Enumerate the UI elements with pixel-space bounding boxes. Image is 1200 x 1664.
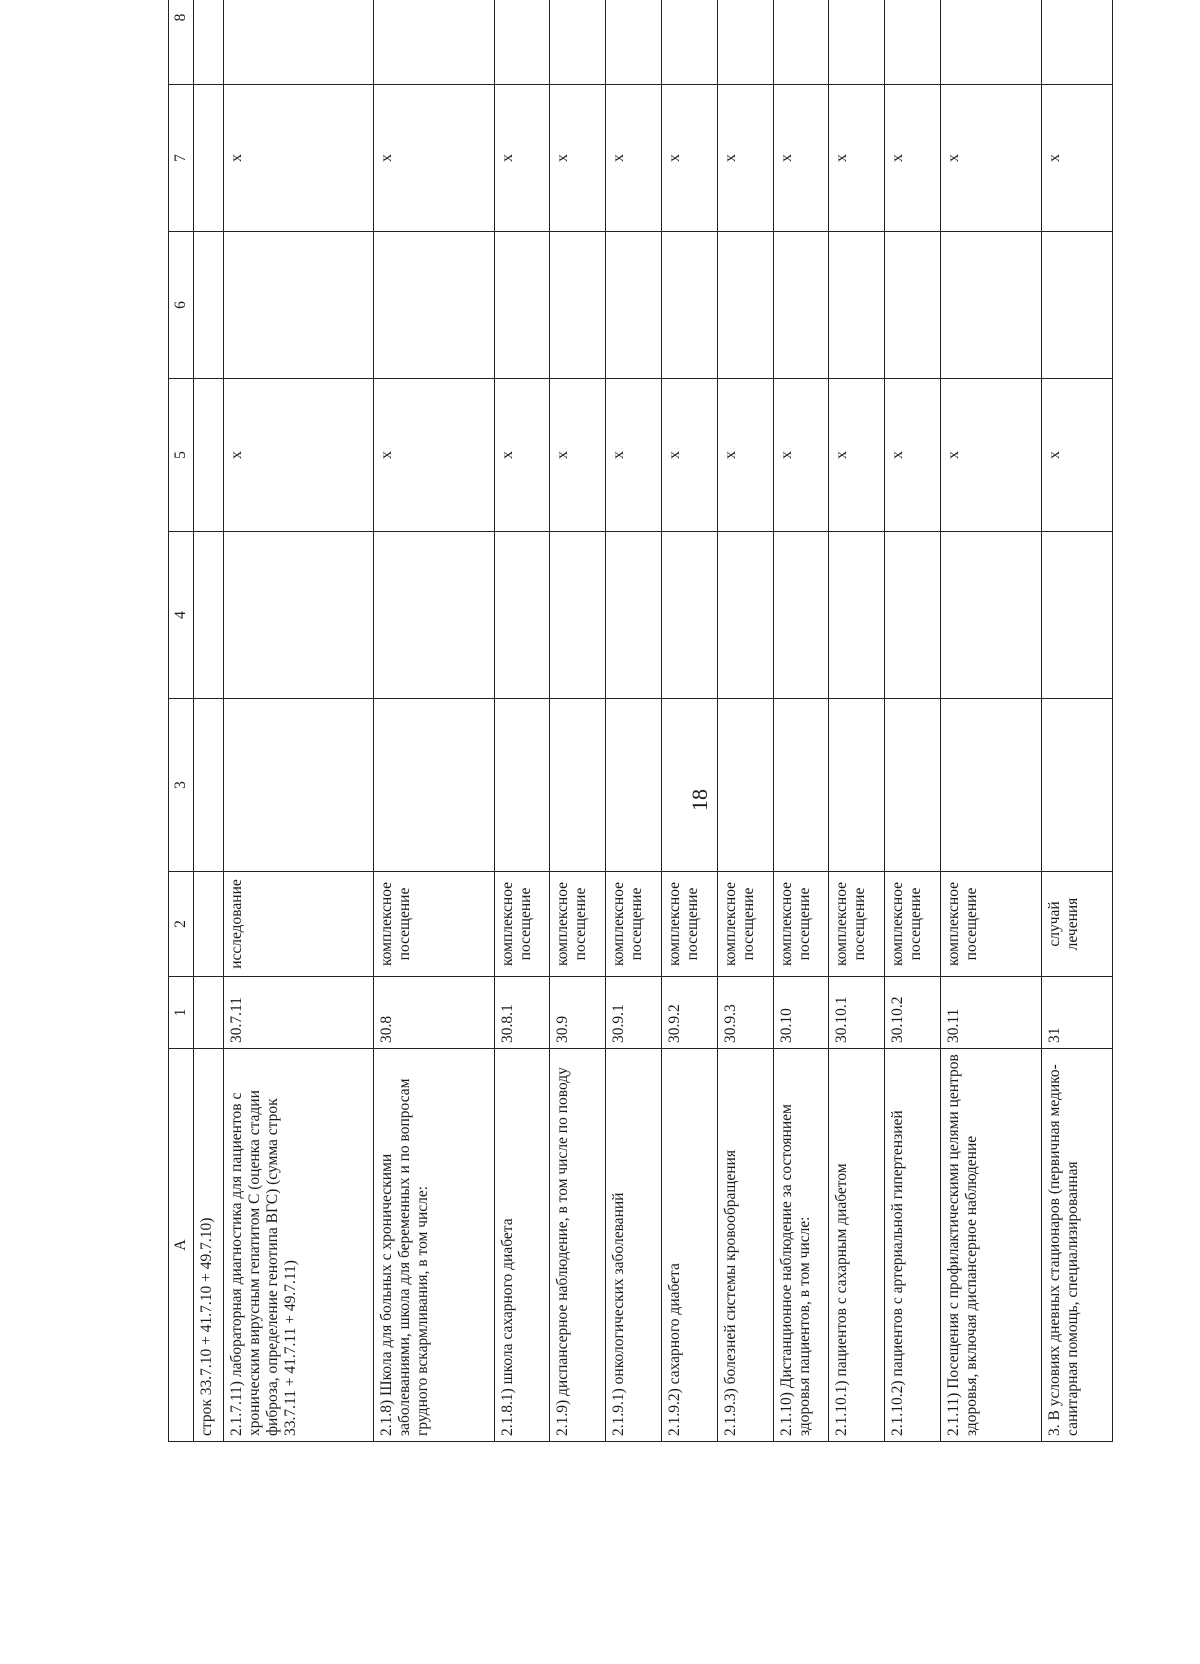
value-cell xyxy=(773,0,829,85)
value-cell xyxy=(885,232,941,379)
header-cell: 7 xyxy=(169,85,194,232)
value-cell xyxy=(550,0,606,85)
unit-cell: комплексное посещение xyxy=(829,872,885,977)
value-cell xyxy=(606,232,662,379)
header-cell: 8 xyxy=(169,0,194,85)
value-cell xyxy=(717,699,773,872)
value-cell: х xyxy=(717,85,773,232)
value-cell xyxy=(829,699,885,872)
value-cell xyxy=(1041,532,1112,699)
value-cell: х xyxy=(494,85,550,232)
value-cell xyxy=(374,0,494,85)
unit-cell: комплексное посещение xyxy=(773,872,829,977)
unit-cell: комплексное посещение xyxy=(662,872,718,977)
value-cell: х xyxy=(550,379,606,532)
value-cell: х xyxy=(606,379,662,532)
header-cell: 4 xyxy=(169,532,194,699)
value-cell xyxy=(773,699,829,872)
row-label-cell: строк 33.7.10 + 41.7.10 + 49.7.10) xyxy=(194,1049,224,1442)
table-row xyxy=(773,0,829,1442)
header-cell: 1 xyxy=(169,977,194,1049)
table-row xyxy=(941,0,1042,1442)
value-cell xyxy=(224,532,374,699)
row-label-cell: 2.1.11) Посещения с профилактическими целями центров здоровья, включая диспансерное наблюдение xyxy=(941,1049,1042,1442)
page-number: 18 xyxy=(687,789,712,811)
row-code-cell: 30.10.2 xyxy=(885,977,941,1049)
table-row xyxy=(374,0,494,1442)
value-cell xyxy=(941,0,1042,85)
value-cell xyxy=(829,532,885,699)
value-cell xyxy=(773,532,829,699)
table-row xyxy=(1041,0,1112,1442)
value-cell xyxy=(550,699,606,872)
value-cell: х xyxy=(829,379,885,532)
value-cell xyxy=(374,699,494,872)
value-cell: х xyxy=(1041,85,1112,232)
table-row xyxy=(606,0,662,1442)
value-cell xyxy=(194,85,224,232)
value-cell xyxy=(194,532,224,699)
unit-cell: комплексное посещение xyxy=(374,872,494,977)
unit-cell: исследование xyxy=(224,872,374,977)
table-row xyxy=(194,0,224,1442)
value-cell xyxy=(1041,0,1112,85)
table-row xyxy=(717,0,773,1442)
value-cell xyxy=(194,232,224,379)
value-cell xyxy=(941,532,1042,699)
value-cell: х xyxy=(550,85,606,232)
row-code-cell: 30.9.2 xyxy=(662,977,718,1049)
value-cell xyxy=(494,232,550,379)
header-cell: 5 xyxy=(169,379,194,532)
row-code-cell: 30.9.3 xyxy=(717,977,773,1049)
value-cell xyxy=(194,699,224,872)
row-code-cell: 31 xyxy=(1041,977,1112,1049)
value-cell xyxy=(1041,232,1112,379)
value-cell xyxy=(662,532,718,699)
value-cell: х xyxy=(662,85,718,232)
value-cell xyxy=(662,232,718,379)
value-cell: х xyxy=(773,85,829,232)
value-cell: х xyxy=(829,85,885,232)
value-cell xyxy=(374,232,494,379)
value-cell: х xyxy=(494,379,550,532)
row-code-cell: 30.9.1 xyxy=(606,977,662,1049)
value-cell xyxy=(829,0,885,85)
header-cell: 2 xyxy=(169,872,194,977)
header-cell: А xyxy=(169,1049,194,1442)
value-cell xyxy=(494,532,550,699)
value-cell xyxy=(374,532,494,699)
value-cell: х xyxy=(662,379,718,532)
value-cell: х xyxy=(224,85,374,232)
value-cell xyxy=(194,0,224,85)
table-row xyxy=(494,0,550,1442)
value-cell xyxy=(224,0,374,85)
value-cell xyxy=(662,0,718,85)
value-cell: х xyxy=(941,85,1042,232)
value-cell xyxy=(885,699,941,872)
unit-cell: комплексное посещение xyxy=(717,872,773,977)
table-row xyxy=(550,0,606,1442)
table-row xyxy=(224,0,374,1442)
row-label-cell: 3. В условиях дневных стационаров (первичная медико-санитарная помощь, специализированная xyxy=(1041,1049,1112,1442)
value-cell xyxy=(717,532,773,699)
value-cell xyxy=(941,699,1042,872)
header-cell: 3 xyxy=(169,699,194,872)
value-cell xyxy=(885,0,941,85)
value-cell xyxy=(941,232,1042,379)
row-label-cell: 2.1.10) Дистанционное наблюдение за состоянием здоровья пациентов, в том числе: xyxy=(773,1049,829,1442)
value-cell: х xyxy=(374,85,494,232)
value-cell xyxy=(494,699,550,872)
value-cell xyxy=(224,699,374,872)
row-label-cell: 2.1.8.1) школа сахарного диабета xyxy=(494,1049,550,1442)
table-header-row xyxy=(169,0,194,1442)
row-code-cell: 30.7.11 xyxy=(224,977,374,1049)
value-cell xyxy=(606,532,662,699)
value-cell xyxy=(194,379,224,532)
value-cell: х xyxy=(374,379,494,532)
row-code-cell: 30.10.1 xyxy=(829,977,885,1049)
row-label-cell: 2.1.10.2) пациентов с артериальной гипертензией xyxy=(885,1049,941,1442)
value-cell: х xyxy=(224,379,374,532)
row-label-cell: 2.1.9) диспансерное наблюдение, в том числе по поводу xyxy=(550,1049,606,1442)
value-cell: х xyxy=(885,85,941,232)
value-cell: х xyxy=(941,379,1042,532)
unit-cell: комплексное посещение xyxy=(885,872,941,977)
value-cell xyxy=(550,232,606,379)
row-label-cell: 2.1.9.1) онкологических заболеваний xyxy=(606,1049,662,1442)
value-cell xyxy=(606,699,662,872)
row-code-cell: 30.8 xyxy=(374,977,494,1049)
value-cell: х xyxy=(606,85,662,232)
unit-cell: комплексное посещение xyxy=(606,872,662,977)
row-label-cell: 2.1.9.3) болезней системы кровообращения xyxy=(717,1049,773,1442)
value-cell: х xyxy=(1041,379,1112,532)
value-cell: х xyxy=(717,379,773,532)
table-row xyxy=(662,0,718,1442)
value-cell xyxy=(606,0,662,85)
value-cell xyxy=(717,232,773,379)
unit-cell xyxy=(194,872,224,977)
value-cell: х xyxy=(773,379,829,532)
row-label-cell: 2.1.9.2) сахарного диабета xyxy=(662,1049,718,1442)
unit-cell: случай лечения xyxy=(1041,872,1112,977)
unit-cell: комплексное посещение xyxy=(941,872,1042,977)
row-code-cell: 30.10 xyxy=(773,977,829,1049)
rotated-table-container xyxy=(168,13,1113,1442)
value-cell xyxy=(829,232,885,379)
value-cell xyxy=(885,532,941,699)
table-row xyxy=(885,0,941,1442)
header-cell: 6 xyxy=(169,232,194,379)
value-cell xyxy=(1041,699,1112,872)
row-code-cell: 30.11 xyxy=(941,977,1042,1049)
data-table xyxy=(168,0,1113,1442)
table-row xyxy=(829,0,885,1442)
value-cell xyxy=(224,232,374,379)
value-cell: х xyxy=(885,379,941,532)
row-code-cell: 30.9 xyxy=(550,977,606,1049)
row-code-cell: 30.8.1 xyxy=(494,977,550,1049)
value-cell xyxy=(662,699,718,872)
value-cell xyxy=(773,232,829,379)
value-cell xyxy=(494,0,550,85)
unit-cell: комплексное посещение xyxy=(494,872,550,977)
row-label-cell: 2.1.7.11) лабораторная диагностика для пациентов с хроническим вирусным гепатитом С (оценка стадии фиброза, определение генотипа ВГС) (сумма строк 33.7.11 + 41.7.11 + 49.7.11) xyxy=(224,1049,374,1442)
unit-cell: комплексное посещение xyxy=(550,872,606,977)
value-cell xyxy=(550,532,606,699)
row-label-cell: 2.1.10.1) пациентов с сахарным диабетом xyxy=(829,1049,885,1442)
row-code-cell xyxy=(194,977,224,1049)
row-label-cell: 2.1.8) Школа для больных с хроническими заболеваниями, школа для беременных и по вопросам грудного вскармливания, в том числе: xyxy=(374,1049,494,1442)
value-cell xyxy=(717,0,773,85)
